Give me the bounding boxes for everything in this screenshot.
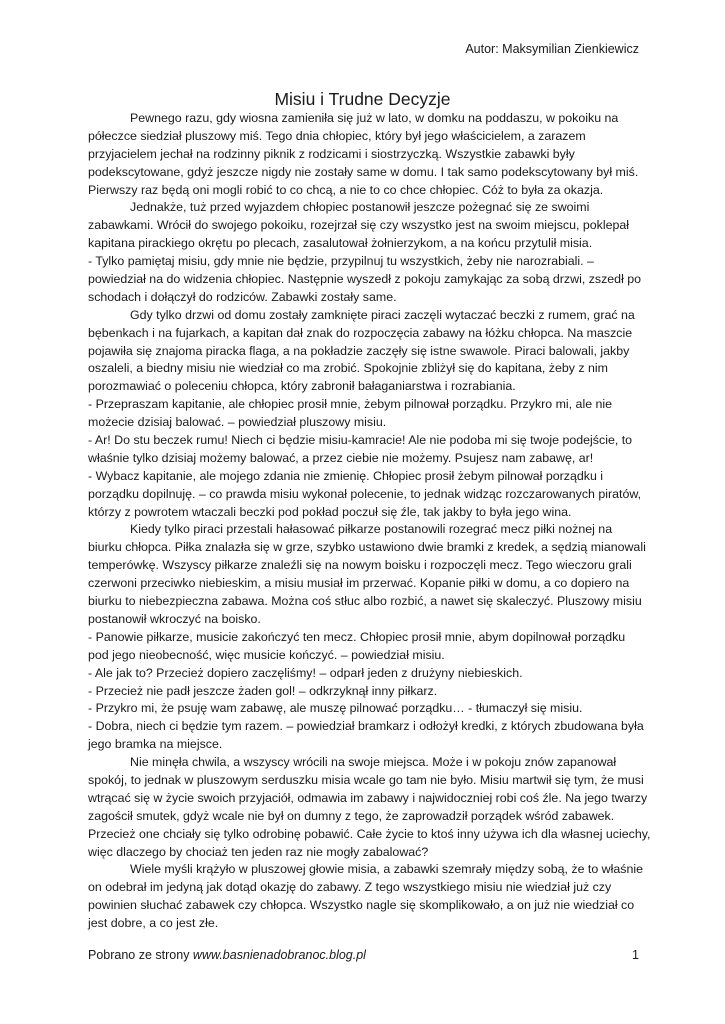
text-line: przyjacielem jechał na rodzinny piknik z rodzicami i siostrzyczką. Wszystkie zabawki były (88, 146, 575, 161)
text-line: podekscytowane, gdyż jeszcze nigdy nie zostały same w domu. I tak samo podekscytowany był miś. (88, 164, 639, 179)
text-line: więc dlaczego by chociaż ten jeden raz nie mogły zabalować? (88, 844, 429, 859)
footer-source-url: www.basnienadobranoc.blog.pl (192, 948, 366, 962)
text-line: porozmawiać o poleceniu chłopca, który zabronił bałaganiarstwa i rozrabiania. (88, 379, 516, 394)
text-line: kapitana pirackiego okrętu po plecach, zasalutował żołnierzykom, a na końcu przytulił misia. (88, 236, 593, 251)
footer-source (88, 946, 366, 964)
page-number: 1 (632, 948, 639, 962)
footer-source-prefix: Pobrano ze strony (88, 948, 193, 962)
story-title: Misiu i Trudne Decyzje (274, 89, 451, 109)
text-line: - Tylko pamiętaj misiu, gdy mnie nie będzie, przypilnuj tu wszystkich, żeby nie narozrabiali. – (88, 254, 594, 269)
text-line: oszaleli, a biedny misiu nie wiedział co ma zrobić. Spokojnie zbliżył się do kapitana, żeby z nim (88, 361, 608, 376)
text-line: Kiedy tylko piraci przestali hałasować piłkarze postanowili rozegrać mecz piłki nożnej na (130, 522, 613, 537)
text-line: - Ale jak to? Przecież dopiero zaczęliśmy! – odparł jeden z drużyny niebieskich. (88, 665, 523, 680)
text-line: jego bramka na miejsce. (88, 737, 223, 752)
text-line: możecie dzisiaj balować. – powiedział pluszowy misiu. (88, 415, 387, 430)
text-line: - Wybacz kapitanie, ale mojego zdania nie zmienię. Chłopiec prosił żebym pilnował porządku i (88, 468, 604, 483)
text-line: Jednakże, tuż przed wyjazdem chłopiec postanowił jeszcze pożegnać się ze swoimi (130, 200, 590, 215)
author-line: Autor: Maksymilian Zienkiewicz (465, 42, 639, 56)
text-line: pod jego nieobecność, więc musicie kończyć. – powiedział misiu. (88, 647, 445, 662)
text-line: wtrącać się w życie swoich przyjaciół, odmawia im zabawy i najwidoczniej robi coś źle. Na jego twarzy (88, 790, 648, 805)
text-line: Pierwszy raz będą oni mogli robić to co chcą, a nie to co chce chłopiec. Cóż to była za okazja. (88, 182, 604, 197)
text-line: zabawkami. Wrócił do swojego pokoiku, rozejrzał się czy wszystko jest na swoim miejscu, poklepał (88, 218, 630, 233)
text-line: Nie minęła chwila, a wszyscy wrócili na swoje miejsca. Może i w pokoju znów zapanował (130, 755, 617, 770)
text-line: powiedział na do widzenia chłopiec. Następnie wyszedł z pokoju zamykając za sobą drzwi, zszedł po (88, 272, 642, 287)
text-line: powinien słuchać zabawek czy chłopca. Wszystko nagle się skomplikowało, a on już nie wiedział co (88, 898, 635, 913)
story-body (88, 110, 651, 933)
text-line: zagościł smutek, gdyż wcale nie był on dumny z tego, że zaprowadził porządek wśród zabawek. (88, 808, 615, 823)
text-line: - Panowie piłkarze, musicie zakończyć ten mecz. Chłopiec prosił mnie, abym dopilnował porządku (88, 629, 626, 644)
text-line: - Ar! Do stu beczek rumu! Niech ci będzie misiu-kamracie! Ale nie podoba mi się twoje podejście, to (88, 433, 633, 448)
text-line: czerwoni przeciwko niebieskim, a misiu musiał im przerwać. Kopanie piłki w domu, a co dopiero na (88, 576, 630, 591)
text-line: półeczce siedział pluszowy miś. Tego dnia chłopiec, który był jego właścicielem, a zarazem (88, 128, 586, 143)
text-line: postanowił wkroczyć na boisko. (88, 611, 261, 626)
text-line: spokój, to jednak w pluszowym serduszku misia wcale go tam nie było. Misiu martwił się tym, że musi (88, 772, 644, 787)
text-line: - Przykro mi, że psuję wam zabawę, ale muszę pilnować porządku… - tłumaczył się misiu. (88, 701, 583, 716)
text-line: bębenkach i na fujarkach, a kapitan dał znak do rozpoczęcia zabawy na łóżku chłopca. Na maszcie (88, 325, 633, 340)
text-line: - Przecież nie padł jeszcze żaden gol! – odkrzyknął inny piłkarz. (88, 683, 438, 698)
text-line: Wiele myśli krążyło w pluszowej głowie misia, a zabawki szemrały między sobą, że to właśnie (130, 862, 644, 877)
text-line: Pewnego razu, gdy wiosna zamieniła się już w lato, w domku na poddaszu, w pokoiku na (130, 111, 619, 125)
text-line: biurku to niebezpieczna zabawa. Można coś stłuc albo rozbić, a nawet się skaleczyć. Pluszowy misiu (88, 594, 642, 609)
text-line: właśnie tylko dzisiaj możemy balować, a przez ciebie nie możemy. Psujesz nam zabawę, ar! (88, 450, 594, 465)
text-line: on odebrał im jedyną jak dotąd okazję do zabawy. Z tego wszystkiego misiu nie wiedział już czy (88, 880, 612, 895)
text-line: którzy z powrotem wtaczali beczki pod pokład poczuł się źle, tak jakby to była jego wina. (88, 504, 572, 519)
text-line: temperówkę. Wszyscy piłkarze znaleźli się na nowym boisku i rozpoczęli mecz. Tego wieczoru grali (88, 558, 632, 573)
text-line: Przecież one chciały się tylko odrobinę pobawić. Całe życie to ktoś inny używa ich dla własnej uciechy, (88, 826, 651, 841)
text-line: - Dobra, niech ci będzie tym razem. – powiedział bramkarz i odłożył kredki, z których zbudowana była (88, 719, 644, 734)
text-line: biurku chłopca. Piłka znalazła się w grze, szybko ustawiono dwie bramki z kredek, a sędzią mianowali (88, 540, 646, 555)
text-line: - Przepraszam kapitanie, ale chłopiec prosił mnie, żebym pilnował porządku. Przykro mi, ale nie (88, 397, 613, 412)
text-line: pojawiła się znajoma piracka flaga, a na pokładzie zaczęły się istne swawole. Piraci balowali, jakby (88, 343, 630, 358)
text-line: jest dobre, a co jest złe. (88, 916, 219, 931)
text-line: Gdy tylko drzwi od domu zostały zamknięte piraci zaczęli wytaczać beczki z rumem, grać na (130, 307, 635, 322)
text-line: schodach i dołączył do rodziców. Zabawki zostały same. (88, 289, 397, 304)
text-line: porządku dopilnuję. – co prawda misiu wykonał polecenie, to jednak widząc rozczarowanych piratów, (88, 486, 642, 501)
